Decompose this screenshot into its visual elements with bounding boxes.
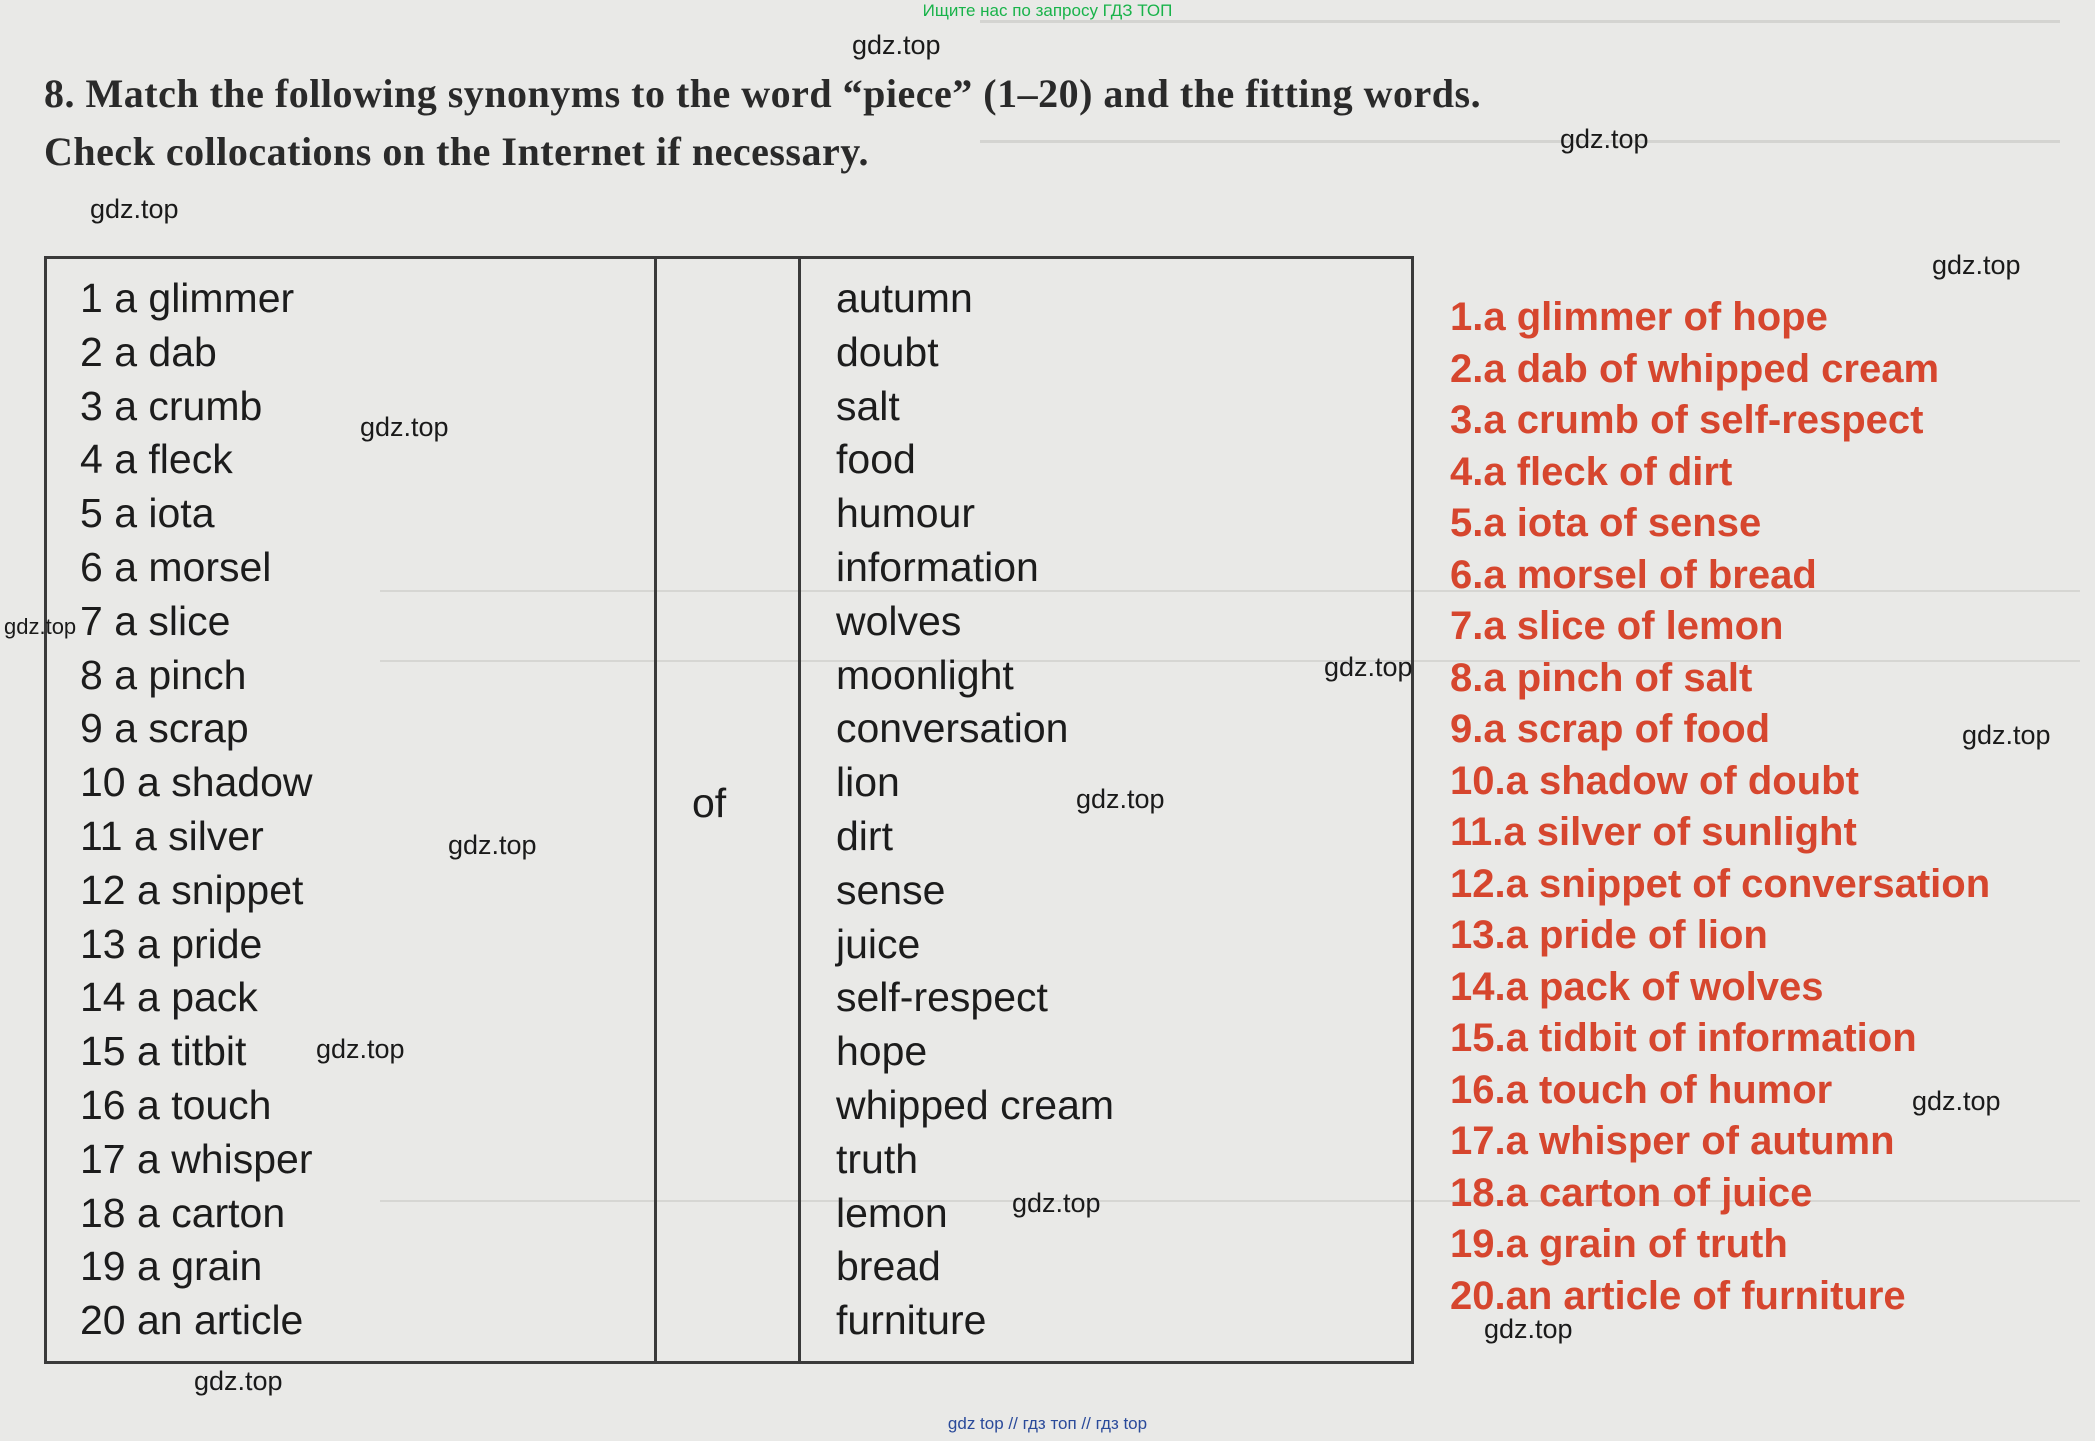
synonym-item: 18 a carton [80, 1189, 286, 1236]
answer-item: 16.a touch of humor [1450, 1067, 1833, 1112]
answer-item: 17.a whisper of autumn [1450, 1119, 1895, 1163]
watermark: gdz.top [90, 194, 179, 224]
watermark: gdz.top [4, 614, 77, 639]
connector-word: of [692, 780, 727, 826]
answer-item: 18.a carton of juice [1450, 1170, 1813, 1215]
noun-column [836, 272, 1114, 1348]
watermark: gdz.top [852, 30, 941, 60]
watermark: gdz.top [1932, 250, 2021, 280]
noun-item: truth [836, 1135, 919, 1182]
synonym-item: 3 a crumb [80, 382, 263, 429]
watermark: gdz.top [1560, 124, 1649, 154]
noun-item: wolves [836, 597, 962, 644]
noun-item: information [836, 543, 1039, 590]
synonym-item: 2 a dab [80, 328, 217, 375]
watermark: gdz.top [448, 830, 537, 860]
answer-item: 1.a glimmer of hope [1450, 295, 1828, 339]
synonym-item: 7 a slice [80, 597, 231, 644]
answer-item: 7.a slice of lemon [1450, 604, 1784, 648]
noun-item: hope [836, 1028, 928, 1075]
synonym-item: 12 a snippet [80, 866, 304, 913]
synonym-item: 19 a grain [80, 1243, 263, 1290]
synonym-item: 11 a silver [80, 812, 264, 859]
watermark: gdz.top [1912, 1086, 2001, 1116]
watermark: gdz.top [1012, 1188, 1101, 1218]
answer-item: 12.a snippet of conversation [1450, 861, 1991, 906]
answer-item: 14.a pack of wolves [1450, 964, 1824, 1009]
noun-item: self-respect [836, 974, 1048, 1021]
synonym-item: 4 a fleck [80, 436, 233, 483]
noun-item: bread [836, 1243, 941, 1290]
answer-item: 10.a shadow of doubt [1450, 758, 1859, 803]
task-heading-line-1: 8. Match the following synonyms to the word “piece” (1–20) and the fitting words. [44, 71, 1482, 116]
noun-item: lion [836, 759, 900, 806]
synonym-item: 8 a pinch [80, 651, 247, 698]
noun-item: food [836, 436, 916, 483]
answer-item: 9.a scrap of food [1450, 707, 1771, 751]
answer-item: 5.a iota of sense [1450, 501, 1762, 545]
noun-item: autumn [836, 275, 973, 321]
watermark: gdz.top [1324, 652, 1413, 682]
noun-item: conversation [836, 705, 1069, 752]
answer-item: 4.a fleck of dirt [1450, 449, 1733, 494]
answer-item: 2.a dab of whipped cream [1450, 346, 1940, 391]
watermark: gdz.top [1484, 1314, 1573, 1344]
noun-item: lemon [836, 1189, 948, 1236]
answer-item: 20.an article of furniture [1450, 1273, 1906, 1318]
top-banner: Ищите нас по запросу ГДЗ ТОП [922, 1, 1173, 20]
answer-item: 19.a grain of truth [1450, 1222, 1788, 1266]
watermark: gdz.top [1962, 720, 2051, 750]
synonym-item: 13 a pride [80, 920, 263, 967]
table-divider [798, 256, 801, 1364]
answer-item: 11.a silver of sunlight [1450, 810, 1857, 854]
watermark: gdz.top [194, 1366, 283, 1396]
synonym-item: 1 a glimmer [80, 275, 295, 321]
noun-item: sense [836, 866, 946, 913]
task-heading-line-2: Check collocations on the Internet if necessary. [44, 129, 870, 174]
noun-item: furniture [836, 1297, 987, 1344]
table-divider [654, 256, 657, 1364]
synonym-item: 9 a scrap [80, 705, 249, 752]
answer-item: 15.a tidbit of information [1450, 1016, 1917, 1060]
watermark: gdz.top [316, 1034, 405, 1064]
answer-item: 6.a morsel of bread [1450, 552, 1817, 597]
noun-item: doubt [836, 328, 939, 375]
synonym-item: 20 an article [80, 1297, 304, 1344]
noun-item: humour [836, 490, 976, 537]
answer-list [1450, 292, 1990, 1322]
watermark: gdz.top [1076, 784, 1165, 814]
synonym-item: 6 a morsel [80, 543, 272, 590]
answer-item: 8.a pinch of salt [1450, 655, 1753, 700]
noun-item: moonlight [836, 651, 1014, 698]
synonym-item: 17 a whisper [80, 1135, 313, 1182]
noun-item: juice [836, 920, 921, 967]
noun-item: whipped cream [836, 1081, 1115, 1128]
synonym-item: 10 a shadow [80, 759, 313, 806]
synonym-item: 15 a titbit [80, 1028, 247, 1075]
answer-item: 3.a crumb of self-respect [1450, 398, 1924, 442]
synonym-column [80, 272, 313, 1348]
synonym-item: 5 a iota [80, 490, 215, 537]
synonym-item: 14 a pack [80, 974, 258, 1021]
answer-item: 13.a pride of lion [1450, 913, 1768, 957]
synonym-item: 16 a touch [80, 1081, 272, 1128]
noun-item: salt [836, 382, 900, 429]
bottom-banner: gdz top // гдз топ // гдз top [947, 1414, 1148, 1433]
noun-item: dirt [836, 812, 893, 859]
watermark: gdz.top [360, 412, 449, 442]
